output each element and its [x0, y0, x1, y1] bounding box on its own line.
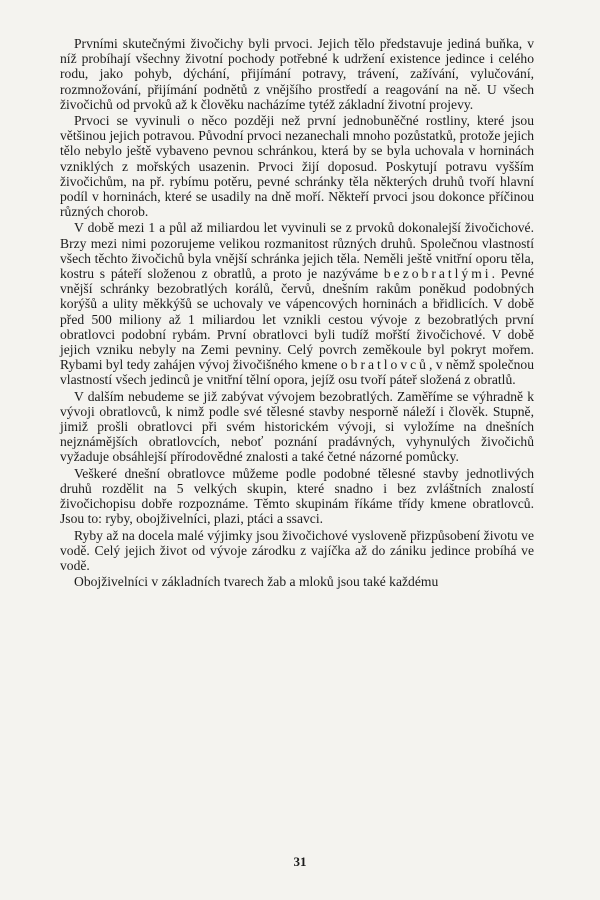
paragraph-text: Ryby až na docela malé výjimky jsou živočichové vysloveně přizpůsobení životu ve vodě. Celý jejich život od vývoje zárodku z vajíčka až do zániku jedince probíhá ve vodě. — [60, 527, 534, 573]
paragraph-fish — [60, 528, 534, 574]
paragraph-text: , v němž společnou vlastností všech jedinců je vnitřní tělní opora, jejíž osu tvoří páteř složená z obratlů. — [60, 357, 534, 388]
spaced-term-vertebrates: obratlovců — [340, 357, 429, 373]
body-text — [60, 36, 534, 589]
paragraph-protozoa-evolution — [60, 113, 534, 219]
page-number: 31 — [293, 854, 307, 869]
paragraph-text: V dalším nebudeme se již zabývat vývojem bezobratlých. Zaměříme se výhradně k vývoji obratlovců, k nimž podle své tělesné stavby nesporně náleží i člověk. Stupně, jimiž prošli obratlovci při svém historickém vývoji, si vyložíme na dnešních nejznámějších obratlovcích, neboť poznání pradávných, vyhynulých živočichů vyžaduje obsáhlejší přírodovědné znalosti a také četné názorné pomůcky. — [60, 388, 534, 465]
paragraph-protozoa-intro — [60, 36, 534, 112]
paragraph-invertebrates — [60, 220, 534, 387]
spaced-term-invertebrates: bezobratlými — [383, 266, 492, 282]
paragraph-text: V době mezi 1 a půl až miliardou let vyvinuli se z prvoků dokonalejší živočichové. Brzy mezi nimi pozorujeme velikou rozmanitost různých druhů. Společnou vlastností všech těchto živočichů byla vnější schránka jejich těla. Neměli ještě vnitřní oporu těla, kostru s páteří složenou z obratlů, a proto je nazýváme — [60, 220, 534, 282]
paragraph-text: Prvními skutečnými živočichy byli prvoci. Jejich tělo představuje jediná buňka, v níž probíhají všechny životní pochody potřebné k udržení existence jedince i celého rodu, jako pohyb, dýchání, přijímání potravy, trávení, zažívání, vylučování, rozmnožování, přijímání podnětů z vnějšího prostředí a reagování na ně. U všech živočichů od prvoků až k člověku nacházíme tytéž základní životní projevy. — [60, 36, 534, 112]
paragraph-text: Prvoci se vyvinuli o něco později než první jednobuněčné rostliny, které jsou většinou jejich potravou. Původní prvoci nezanechali mnoho pozůstatků, protože jejich tělo nebylo ještě vybaveno pevnou schránkou, která by se byla uchovala v horninách vzniklých z mořských usazenin. Prvoci žijí doposud. Poskytují potravu vyšším živočichům, na př. rybímu potěru, pevné schránky těla některých druhů tvoří hlavní podíl v horninách, které se usadily na dně moří. Někteří prvoci jsou dokonce příčinou různých chorob. — [60, 113, 534, 220]
paragraph-text: Obojživelníci v základních tvarech žab a mloků jsou také každému — [74, 574, 439, 590]
paragraph-vertebrate-focus — [60, 389, 534, 465]
paragraph-text: Veškeré dnešní obratlovce můžeme podle podobné tělesné stavby jednotlivých druhů rozdělit na 5 velkých skupin, které snadno i bez zvláštních znalostí živočichopisu dobře rozpoznáme. Těmto skupinám říkáme třídy kmene obratlovců. Jsou to: ryby, obojživelníci, plazi, ptáci a ssavci. — [60, 465, 534, 527]
paragraph-text: . Pevné vnější schránky bezobratlých korálů, červů, dnešním rakům poněkud podobných korýšů a ulity měkkýšů se uchovaly ve vápencových horninách a břidlicích. V době před 500 miliony až 1 miliardou let vznikli cestou vývoje z bezobratlých první obratlovci podobní rybám. První obratlovci byli tudíž mořští živočichové. V době jejich vzniku nebyly na Zemi pevniny. Celý povrch zeměkoule byl pokryt mořem. Rybami byl tedy zahájen vývoj živočišného kmene — [60, 266, 534, 373]
paragraph-vertebrate-classes — [60, 466, 534, 527]
paragraph-amphibians — [60, 574, 534, 589]
